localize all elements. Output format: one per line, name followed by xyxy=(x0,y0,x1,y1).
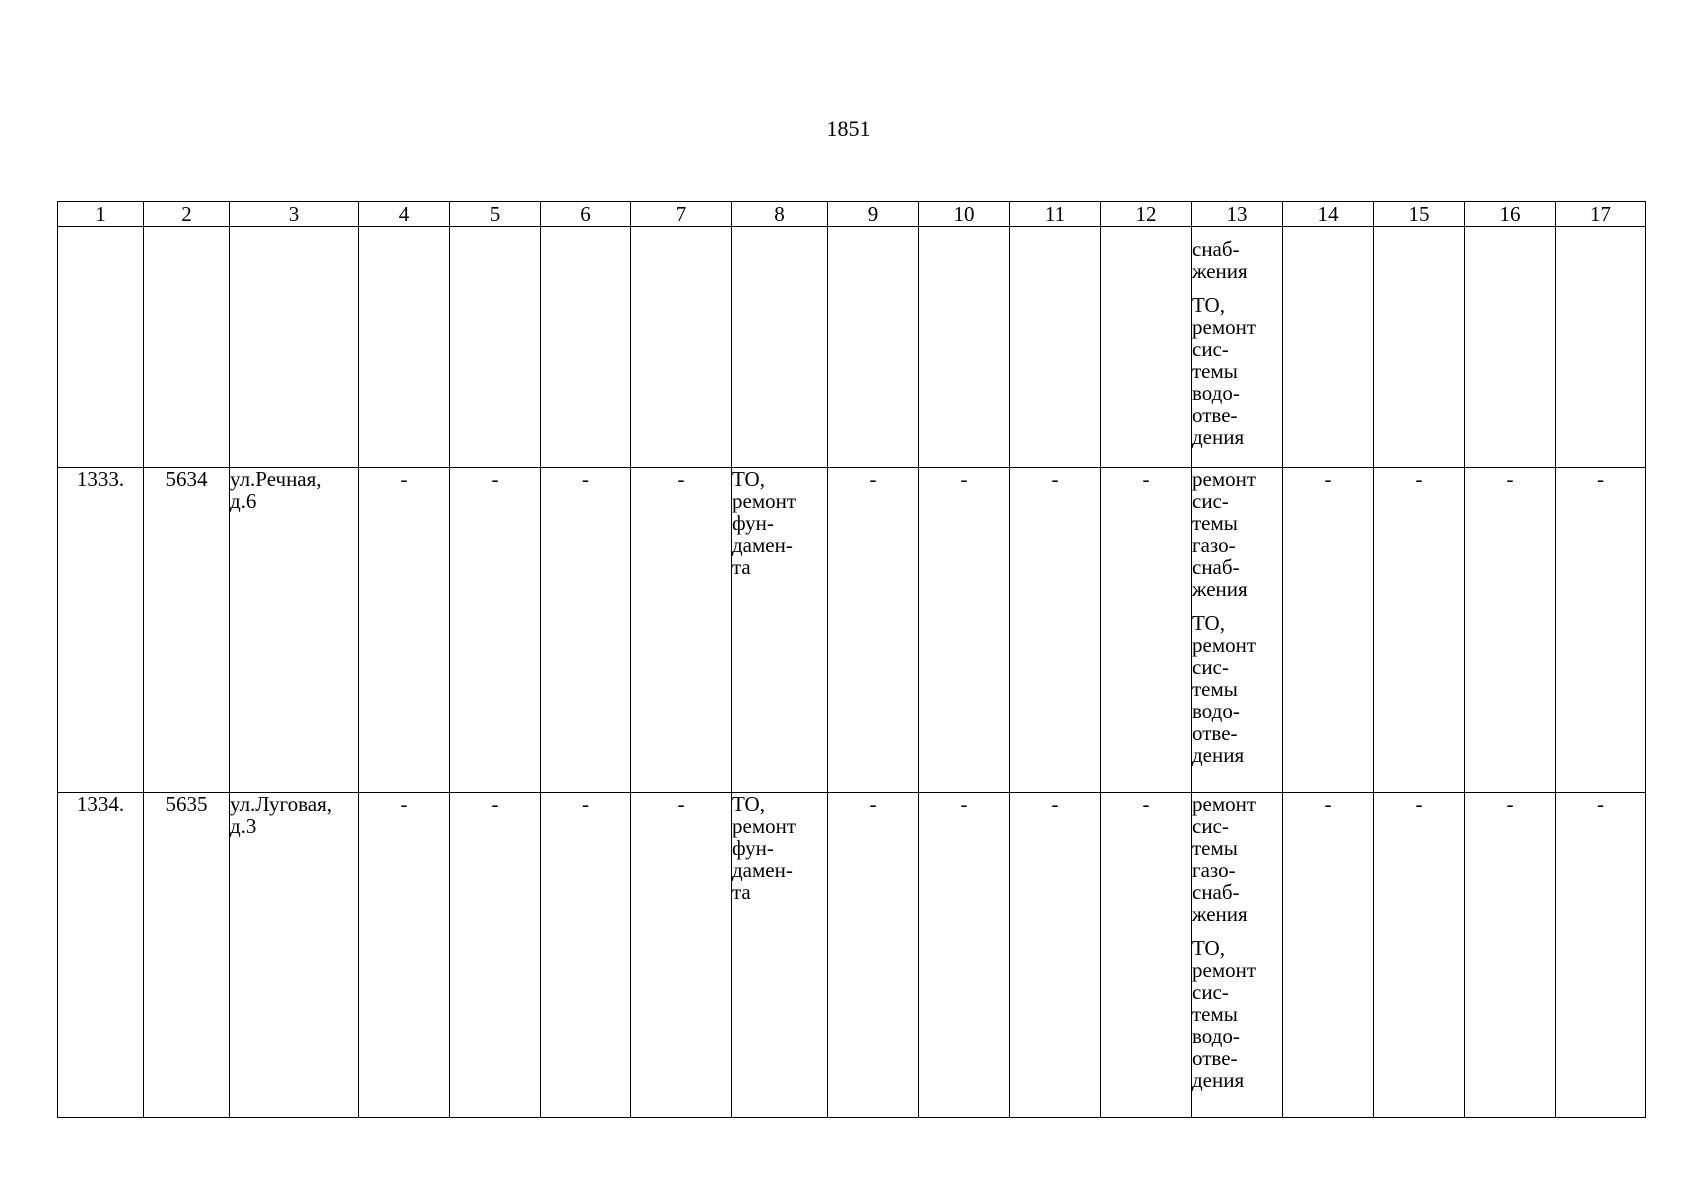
table-cell: - xyxy=(1010,793,1101,1118)
work-type-cell xyxy=(1192,793,1283,1118)
text-line: снаб- xyxy=(1192,880,1240,904)
table-cell xyxy=(919,227,1010,468)
text-line: газо- xyxy=(1192,533,1236,557)
table-row-continuation xyxy=(58,227,1646,468)
column-header: 16 xyxy=(1465,202,1556,227)
table-cell: - xyxy=(1556,468,1646,793)
row-id: 5634 xyxy=(144,468,230,793)
text-line: ТО, xyxy=(732,792,765,816)
row-number: 1333. xyxy=(58,468,144,793)
table-cell: - xyxy=(919,468,1010,793)
table-cell xyxy=(631,227,732,468)
work-item xyxy=(1192,937,1282,1091)
text-line: сис- xyxy=(1192,814,1229,838)
column-header: 14 xyxy=(1283,202,1374,227)
works-table xyxy=(57,201,1646,1118)
work-item xyxy=(1192,238,1282,282)
column-header: 2 xyxy=(144,202,230,227)
row-id: 5635 xyxy=(144,793,230,1118)
table-cell: - xyxy=(450,793,541,1118)
column-header: 6 xyxy=(541,202,631,227)
row-number: 1334. xyxy=(58,793,144,1118)
table-cell: - xyxy=(359,793,450,1118)
column-header: 8 xyxy=(732,202,828,227)
table-cell xyxy=(828,227,919,468)
text-line: сис- xyxy=(1192,980,1229,1004)
text-line: сис- xyxy=(1192,655,1229,679)
text-line: газо- xyxy=(1192,858,1236,882)
text-line: ремонт xyxy=(1192,467,1257,491)
text-line: жения xyxy=(1192,902,1248,926)
text-line: ремонт xyxy=(732,489,797,513)
column-header: 5 xyxy=(450,202,541,227)
work-type-cell xyxy=(732,793,828,1118)
text-line: темы xyxy=(1192,359,1238,383)
work-item xyxy=(1192,793,1282,925)
work-type-cell xyxy=(1192,227,1283,468)
address-cell xyxy=(230,468,359,793)
text-line: фун- xyxy=(732,511,774,535)
column-header: 3 xyxy=(230,202,359,227)
column-header: 13 xyxy=(1192,202,1283,227)
address-line: ул.Речная, xyxy=(230,467,322,491)
table-cell xyxy=(58,227,144,468)
text-line: темы xyxy=(1192,511,1238,535)
table-cell xyxy=(1101,227,1192,468)
header-row xyxy=(58,202,1646,227)
text-line: дения xyxy=(1192,743,1245,767)
text-line: ТО, xyxy=(732,467,765,491)
text-line: темы xyxy=(1192,677,1238,701)
table-cell xyxy=(144,227,230,468)
text-line: темы xyxy=(1192,1002,1238,1026)
table-row xyxy=(58,793,1646,1118)
text-line: ТО, xyxy=(1192,293,1225,317)
text-line: водо- xyxy=(1192,699,1240,723)
address-line: ул.Луговая, xyxy=(230,792,332,816)
text-line: отве- xyxy=(1192,721,1238,745)
text-line: та xyxy=(732,555,751,579)
table-cell xyxy=(541,227,631,468)
table-cell: - xyxy=(1374,468,1465,793)
text-line: отве- xyxy=(1192,1046,1238,1070)
table-row xyxy=(58,468,1646,793)
work-item xyxy=(1192,294,1282,448)
table-cell xyxy=(1374,227,1465,468)
address-cell xyxy=(230,793,359,1118)
text-line: дения xyxy=(1192,425,1245,449)
text-line: сис- xyxy=(1192,337,1229,361)
text-line: ремонт xyxy=(1192,958,1257,982)
table-cell xyxy=(1283,227,1374,468)
text-line: сис- xyxy=(1192,489,1229,513)
text-line: отве- xyxy=(1192,403,1238,427)
text-line: фун- xyxy=(732,836,774,860)
table-cell xyxy=(1556,227,1646,468)
column-header: 15 xyxy=(1374,202,1465,227)
text-line: дения xyxy=(1192,1068,1245,1092)
text-line: дамен- xyxy=(732,858,793,882)
address-line: д.6 xyxy=(230,489,257,513)
table-cell: - xyxy=(1283,793,1374,1118)
column-header: 10 xyxy=(919,202,1010,227)
column-header: 7 xyxy=(631,202,732,227)
table-cell: - xyxy=(1465,468,1556,793)
table-cell xyxy=(359,227,450,468)
work-type-cell xyxy=(732,468,828,793)
table-cell: - xyxy=(450,468,541,793)
table-cell: - xyxy=(828,793,919,1118)
text-line: ТО, xyxy=(1192,611,1225,635)
table-cell xyxy=(1010,227,1101,468)
table-cell: - xyxy=(631,468,732,793)
work-item xyxy=(1192,468,1282,600)
table-cell: - xyxy=(828,468,919,793)
text-line: дамен- xyxy=(732,533,793,557)
table-cell xyxy=(732,227,828,468)
text-line: ТО, xyxy=(1192,936,1225,960)
text-line: ремонт xyxy=(1192,633,1257,657)
address-line: д.3 xyxy=(230,814,257,838)
table-cell: - xyxy=(631,793,732,1118)
table-cell xyxy=(230,227,359,468)
table-cell: - xyxy=(359,468,450,793)
text-line: ремонт xyxy=(1192,792,1257,816)
table-cell: - xyxy=(1556,793,1646,1118)
column-header: 9 xyxy=(828,202,919,227)
work-item xyxy=(1192,612,1282,766)
column-header: 4 xyxy=(359,202,450,227)
text-line: водо- xyxy=(1192,1024,1240,1048)
table-cell: - xyxy=(541,468,631,793)
table-cell xyxy=(450,227,541,468)
table-cell: - xyxy=(1374,793,1465,1118)
table-cell: - xyxy=(1283,468,1374,793)
table-cell: - xyxy=(919,793,1010,1118)
table-cell: - xyxy=(541,793,631,1118)
text-line: ремонт xyxy=(732,814,797,838)
text-line: та xyxy=(732,880,751,904)
text-line: снаб- xyxy=(1192,555,1240,579)
text-line: жения xyxy=(1192,259,1248,283)
text-line: водо- xyxy=(1192,381,1240,405)
table-cell: - xyxy=(1101,468,1192,793)
text-line: темы xyxy=(1192,836,1238,860)
column-header: 1 xyxy=(58,202,144,227)
column-header: 11 xyxy=(1010,202,1101,227)
column-header: 12 xyxy=(1101,202,1192,227)
column-header: 17 xyxy=(1556,202,1646,227)
text-line: ремонт xyxy=(1192,315,1257,339)
text-line: снаб- xyxy=(1192,237,1240,261)
page-number: 1851 xyxy=(826,116,871,141)
text-line: жения xyxy=(1192,577,1248,601)
table-cell: - xyxy=(1465,793,1556,1118)
work-type-cell xyxy=(1192,468,1283,793)
table-cell xyxy=(1465,227,1556,468)
table-cell: - xyxy=(1010,468,1101,793)
table-cell: - xyxy=(1101,793,1192,1118)
